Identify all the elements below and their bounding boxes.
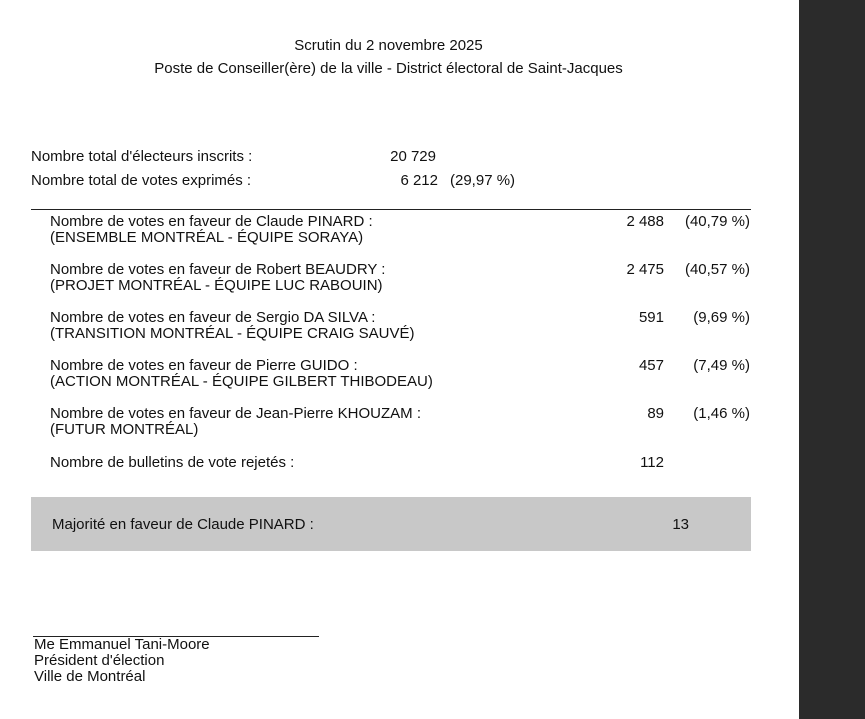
- candidate-row: [50, 406, 750, 442]
- candidate-name-line: Nombre de votes en faveur de Jean-Pierre KHOUZAM :: [50, 405, 421, 422]
- majority-value: 13: [672, 516, 689, 533]
- candidate-party-line: (ENSEMBLE MONTRÉAL - ÉQUIPE SORAYA): [50, 229, 364, 246]
- candidate-name-line: Nombre de votes en faveur de Pierre GUIDO :: [50, 357, 358, 374]
- candidate-votes: 591: [638, 309, 664, 326]
- candidate-party-line: (FUTUR MONTRÉAL): [50, 421, 199, 438]
- votes-cast-value: 6 212: [400, 172, 438, 189]
- viewer-side-panel: [799, 0, 865, 719]
- district-title: Poste de Conseiller(ère) de la ville - District électoral de Saint-Jacques: [154, 60, 623, 77]
- candidate-percent: (9,69 %): [693, 309, 750, 326]
- candidate-row: [50, 310, 750, 346]
- majority-box: [31, 497, 751, 551]
- candidate-percent: (1,46 %): [693, 405, 750, 422]
- candidate-party-line: (ACTION MONTRÉAL - ÉQUIPE GILBERT THIBODEAU): [50, 373, 433, 390]
- rejected-ballots-value: 112: [640, 454, 664, 471]
- signatory-role: Président d'élection: [34, 652, 165, 669]
- signatory-name: Me Emmanuel Tani-Moore: [34, 636, 210, 653]
- candidate-name-line: Nombre de votes en faveur de Claude PINARD :: [50, 213, 373, 230]
- candidate-party-line: (PROJET MONTRÉAL - ÉQUIPE LUC RABOUIN): [50, 277, 383, 294]
- votes-cast-percent: (29,97 %): [450, 172, 516, 189]
- candidate-percent: (7,49 %): [693, 357, 750, 374]
- candidate-name-line: Nombre de votes en faveur de Robert BEAUDRY :: [50, 261, 386, 278]
- election-date-title: Scrutin du 2 novembre 2025: [294, 37, 483, 54]
- candidate-votes: 2 488: [626, 213, 664, 230]
- signatory-organization: Ville de Montréal: [34, 668, 146, 685]
- candidate-name-line: Nombre de votes en faveur de Sergio DA SILVA :: [50, 309, 376, 326]
- candidate-votes: 89: [647, 405, 664, 422]
- votes-cast-label: Nombre total de votes exprimés :: [31, 172, 252, 189]
- registered-voters-value: 20 729: [390, 148, 436, 165]
- candidate-votes: 457: [638, 357, 664, 374]
- candidate-row: [50, 214, 750, 250]
- candidate-row: [50, 358, 750, 394]
- candidate-row: [50, 262, 750, 298]
- candidate-percent: (40,57 %): [684, 261, 750, 278]
- candidate-votes: 2 475: [626, 261, 664, 278]
- majority-label: Majorité en faveur de Claude PINARD :: [52, 516, 314, 533]
- registered-voters-label: Nombre total d'électeurs inscrits :: [31, 148, 253, 165]
- candidate-party-line: (TRANSITION MONTRÉAL - ÉQUIPE CRAIG SAUVÉ): [50, 325, 415, 342]
- section-divider: [31, 209, 751, 210]
- candidate-percent: (40,79 %): [684, 213, 750, 230]
- rejected-ballots-label: Nombre de bulletins de vote rejetés :: [50, 454, 295, 471]
